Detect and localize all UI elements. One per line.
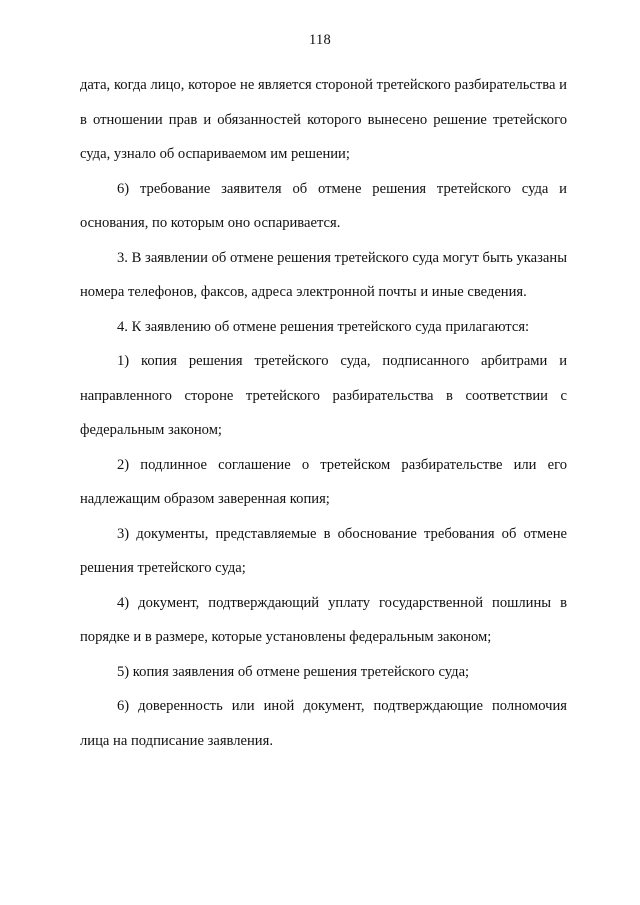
paragraph-continuation: дата, когда лицо, которое не является стороной третейского разбирательства и в отношении прав и обязанностей которого вынесено решение третейского суда, узнало об оспариваемом им решении; — [80, 77, 567, 162]
page-number: 118 — [308, 32, 332, 48]
paragraph-item-6-requirement: 6) требование заявителя об отмене решения третейского суда и основания, по которым оно оспаривается. — [80, 180, 567, 231]
paragraph-item-1-decision-copy: 1) копия решения третейского суда, подписанного арбитрами и направленного стороне третейского разбирательства в соответствии с федеральным законом; — [80, 353, 567, 438]
paragraph-item-6-power-of-attorney: 6) доверенность или иной документ, подтверждающие полномочия лица на подписание заявления. — [80, 698, 567, 749]
paragraph-clause-4: 4. К заявлению об отмене решения третейского суда прилагаются: — [117, 318, 530, 335]
document-body — [80, 68, 567, 758]
paragraph-item-3-documents: 3) документы, представляемые в обоснование требования об отмене решения третейского суда; — [80, 525, 567, 576]
paragraph-item-5-application-copy: 5) копия заявления об отмене решения третейского суда; — [117, 663, 470, 680]
paragraph-item-4-fee-payment: 4) документ, подтверждающий уплату государственной пошлины в порядке и в размере, которые установлены федеральным законом; — [80, 594, 567, 645]
paragraph-item-2-agreement: 2) подлинное соглашение о третейском разбирательстве или его надлежащим образом заверенная копия; — [80, 456, 567, 507]
paragraph-clause-3: 3. В заявлении об отмене решения третейского суда могут быть указаны номера телефонов, факсов, адреса электронной почты и иные сведения. — [80, 249, 567, 300]
